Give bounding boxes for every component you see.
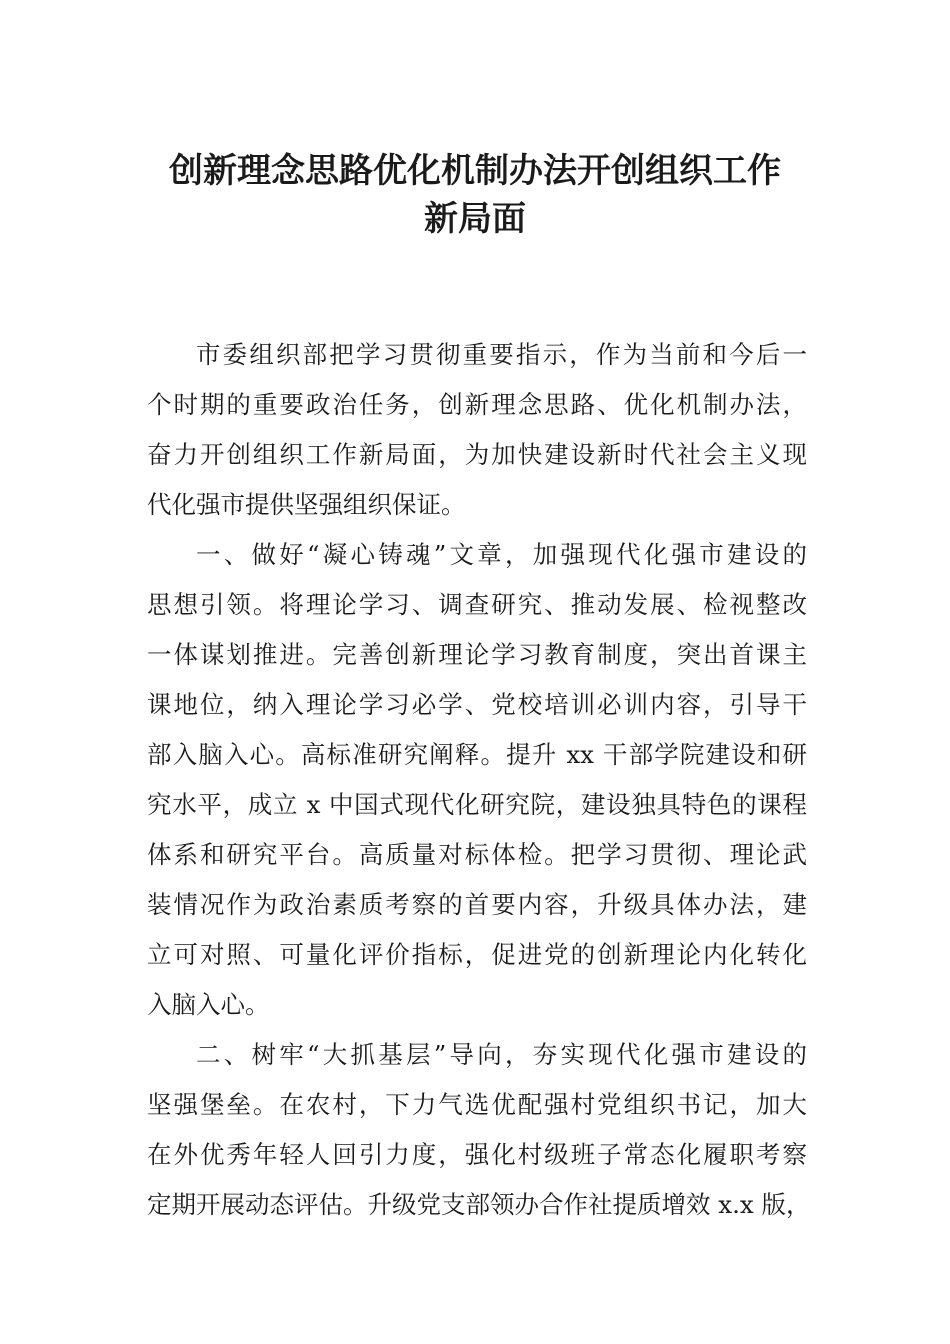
- paragraph-line: 装情况作为政治素质考察的首要内容，升级具体办法，建: [147, 890, 807, 919]
- document-title-line-2: 新局面: [424, 199, 526, 239]
- paragraph-line: 个时期的重要政治任务，创新理念思路、优化机制办法，: [147, 390, 807, 419]
- paragraph-line: 一体谋划推进。完善创新理论学习教育制度，突出首课主: [147, 640, 807, 669]
- document-body: [147, 330, 811, 1230]
- paragraph-line: 市委组织部把学习贯彻重要指示，作为当前和今后一: [196, 340, 807, 369]
- paragraph-line: 在外优秀年轻人回引力度，强化村级班子常态化履职考察: [147, 1140, 807, 1169]
- paragraph-line: 课地位，纳入理论学习必学、党校培训必训内容，引导干: [147, 690, 807, 719]
- document-title-line-1: 创新理念思路优化机制办法开创组织工作: [169, 151, 781, 191]
- paragraph-line: 体系和研究平台。高质量对标体检。把学习贯彻、理论武: [147, 840, 807, 869]
- paragraph-line: 二、树牢“大抓基层”导向，夯实现代化强市建设的: [196, 1040, 807, 1069]
- paragraph-line: 定期开展动态评估。升级党支部领办合作社提质增效 x.x 版，: [147, 1190, 811, 1219]
- paragraph-line: 部入脑入心。高标准研究阐释。提升 xx 干部学院建设和研: [147, 740, 807, 769]
- paragraph-line: 思想引领。将理论学习、调查研究、推动发展、检视整改: [147, 590, 807, 619]
- paragraph-line: 坚强堡垒。在农村，下力气选优配强村党组织书记，加大: [147, 1090, 807, 1119]
- paragraph-line: 一、做好“凝心铸魂”文章，加强现代化强市建设的: [196, 540, 807, 569]
- paragraph-line: 究水平，成立 x 中国式现代化研究院，建设独具特色的课程: [147, 790, 807, 819]
- paragraph-line: 奋力开创组织工作新局面，为加快建设新时代社会主义现: [147, 440, 807, 469]
- paragraph-line: 立可对照、可量化评价指标，促进党的创新理论内化转化: [147, 940, 807, 969]
- paragraph-line: 代化强市提供坚强组织保证。: [147, 490, 466, 519]
- paragraph-line: 入脑入心。: [147, 990, 270, 1019]
